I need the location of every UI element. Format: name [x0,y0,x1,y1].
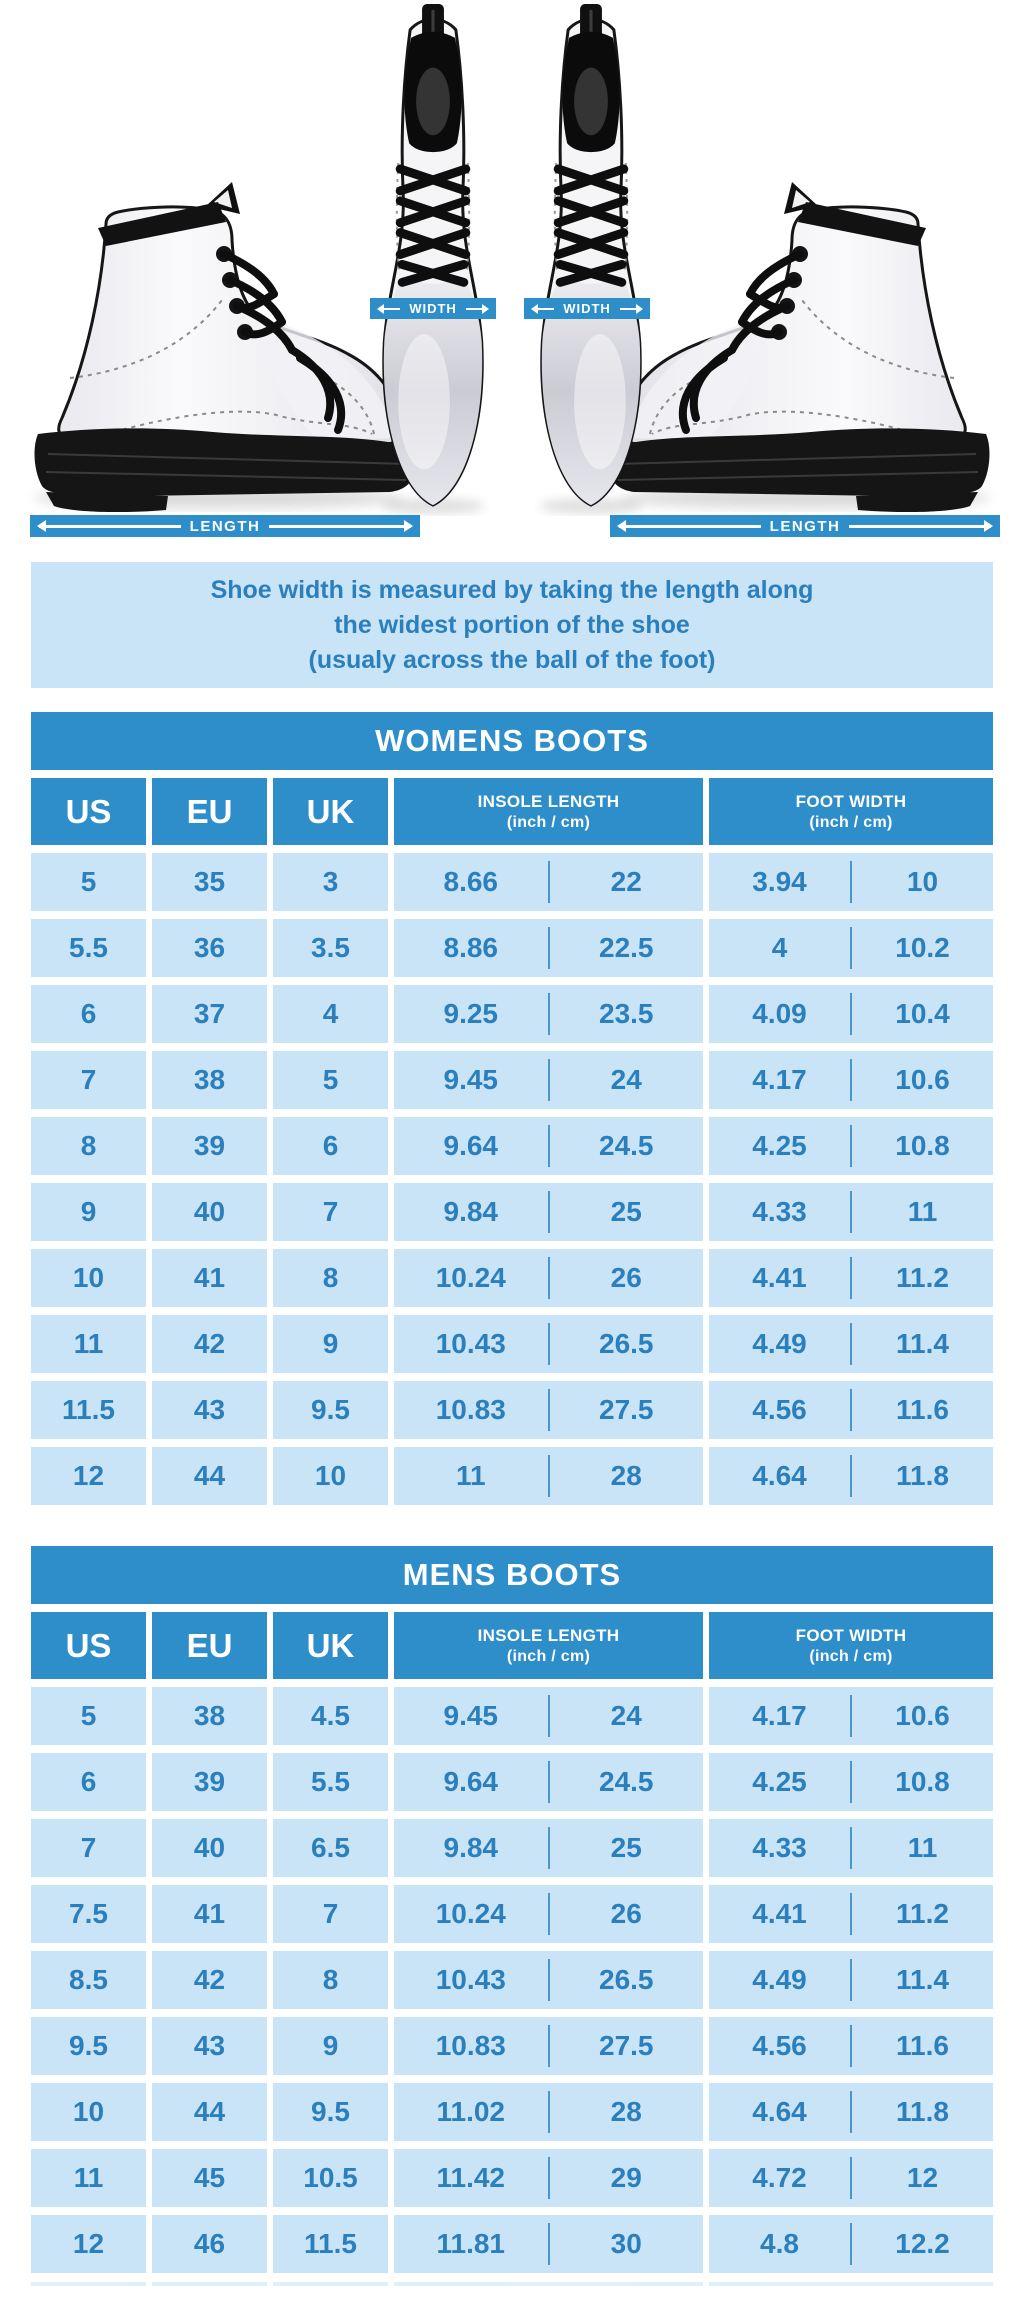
value-inch: 4.64 [752,2096,807,2127]
value-inch: 4.17 [752,1700,807,1731]
size-cell-footwidth [709,1381,993,1439]
size-cell-eu: 37 [152,985,267,1043]
value-cm: 11.8 [896,1460,949,1491]
value-cm: 25 [610,1832,642,1863]
value-inch: 9.25 [443,998,498,1029]
size-cell-uk: 9.5 [273,1381,388,1439]
size-cell-us: 8 [31,1117,146,1175]
cropped-row-edge [31,2282,993,2286]
size-cell-us: 7.5 [31,1885,146,1943]
header-line: INSOLE LENGTH [477,791,620,811]
value-cm: 10 [906,866,939,897]
size-cell-insole [394,1249,703,1307]
arrow-right-icon [269,525,411,528]
value-cm: 10.6 [895,1064,950,1095]
value-cm: 11.8 [896,2096,949,2127]
size-cell-us: 11 [31,2149,146,2207]
side-boot-right-illustration [606,182,1006,512]
table-row [31,1447,993,1505]
value-inch: 4.49 [752,1328,807,1359]
column-header-eu: EU [152,778,267,845]
value-inch: 4.33 [752,1196,807,1227]
length-ribbon-left [30,515,420,537]
size-cell-us: 10 [31,1249,146,1307]
size-cell-insole [394,919,703,977]
width-label: WIDTH [409,301,457,316]
column-header-us: US [31,778,146,845]
size-cell-insole [394,1885,703,1943]
value-inch: 11.02 [436,2096,506,2127]
value-cm: 24.5 [599,1130,654,1161]
arrow-left-icon [39,525,181,528]
header-line: INSOLE LENGTH [477,1625,620,1645]
size-cell-uk: 5.5 [273,1753,388,1811]
value-inch: 4.56 [752,2030,807,2061]
value-cm: 22 [610,866,642,897]
value-cm: 10.4 [895,998,950,1029]
table-row [31,2215,993,2273]
size-cell-insole [394,1447,703,1505]
size-cell-us: 8.5 [31,1951,146,2009]
size-cell-insole [394,1051,703,1109]
size-cell-footwidth [709,1885,993,1943]
size-cell-eu: 44 [152,1447,267,1505]
column-header-insole-length [394,778,703,845]
size-cell-footwidth [709,1249,993,1307]
size-cell-insole [394,2149,703,2207]
value-inch: 9.45 [443,1064,498,1095]
column-header-eu: EU [152,1612,267,1679]
size-cell-eu: 43 [152,1381,267,1439]
size-cell-uk: 4 [273,985,388,1043]
top-view-boot-left-illustration [368,4,498,516]
size-cell-us: 9.5 [31,2017,146,2075]
table-header-row [31,1612,993,1679]
size-cell-eu: 45 [152,2149,267,2207]
value-inch: 3.94 [752,866,807,897]
value-inch: 10.83 [435,1394,506,1425]
size-cell-eu: 39 [152,1753,267,1811]
size-cell-uk: 7 [273,1885,388,1943]
size-cell-uk: 6 [273,1117,388,1175]
value-inch: 8.86 [443,932,498,963]
value-cm: 11.4 [896,1328,949,1359]
arrow-left-icon [533,308,554,310]
size-cell-footwidth [709,2149,993,2207]
size-cell-insole [394,1381,703,1439]
size-cell-uk: 9.5 [273,2083,388,2141]
size-cell-eu: 38 [152,1687,267,1745]
value-cm: 28 [610,1460,642,1491]
table-row [31,853,993,911]
value-cm: 26.5 [599,1964,654,1995]
table-row [31,1183,993,1241]
value-cm: 27.5 [599,2030,654,2061]
size-cell-us: 11 [31,1315,146,1373]
value-cm: 10.8 [895,1766,950,1797]
value-inch: 4.8 [760,2228,799,2259]
column-header-us: US [31,1612,146,1679]
header-units: (inch / cm) [809,1647,893,1665]
value-inch: 10.43 [435,1964,506,1995]
value-cm: 24 [610,1700,642,1731]
value-cm: 11.6 [896,2030,949,2061]
value-cm: 12.2 [895,2228,950,2259]
size-cell-footwidth [709,1051,993,1109]
value-cm: 29 [610,2162,642,2193]
table-row [31,919,993,977]
size-cell-us: 10 [31,2083,146,2141]
size-cell-insole [394,1687,703,1745]
arrow-left-icon [379,308,400,310]
side-boot-left-illustration [18,182,418,512]
size-cell-us: 9 [31,1183,146,1241]
size-cell-eu: 43 [152,2017,267,2075]
value-inch: 4.64 [752,1460,807,1491]
table-header-row [31,778,993,845]
value-cm: 23.5 [599,998,654,1029]
size-cell-eu: 42 [152,1951,267,2009]
value-inch: 10.24 [435,1898,506,1929]
size-cell-uk: 5 [273,1051,388,1109]
value-cm: 25 [610,1196,642,1227]
table-row [31,2149,993,2207]
size-cell-footwidth [709,1753,993,1811]
size-cell-footwidth [709,1183,993,1241]
size-cell-us: 7 [31,1819,146,1877]
width-ribbon-left [370,298,496,319]
table-body [31,853,993,1505]
size-cell-us: 12 [31,1447,146,1505]
mens-boots-table [31,1546,993,2273]
value-inch: 4.56 [752,1394,807,1425]
header-units: (inch / cm) [809,813,893,831]
length-label: LENGTH [189,517,261,535]
table-row [31,1117,993,1175]
size-cell-footwidth [709,2215,993,2273]
table-row [31,1819,993,1877]
size-cell-insole [394,1183,703,1241]
size-cell-insole [394,2215,703,2273]
table-row [31,1051,993,1109]
value-cm: 30 [610,2228,642,2259]
size-cell-us: 6 [31,985,146,1043]
value-inch: 4.33 [752,1832,807,1863]
note-line-2: the widest portion of the shoe [334,610,690,639]
column-header-foot-width [709,1612,993,1679]
size-cell-eu: 38 [152,1051,267,1109]
value-cm: 11.4 [896,1964,949,1995]
value-inch: 10.83 [435,2030,506,2061]
value-inch: 11 [455,1460,486,1491]
size-cell-uk: 6.5 [273,1819,388,1877]
value-cm: 26 [610,1898,642,1929]
value-cm: 26.5 [599,1328,654,1359]
value-cm: 10.8 [895,1130,950,1161]
header-units: (inch / cm) [506,1647,591,1665]
womens-boots-table [31,712,993,1505]
size-cell-us: 5.5 [31,919,146,977]
value-inch: 4.49 [752,1964,807,1995]
size-cell-footwidth [709,985,993,1043]
boots-hero [0,0,1024,560]
table-row [31,1687,993,1745]
size-cell-insole [394,1753,703,1811]
size-cell-footwidth [709,1447,993,1505]
value-inch: 9.64 [443,1766,498,1797]
width-measurement-note [31,562,993,688]
table-row [31,2083,993,2141]
table-title: WOMENS BOOTS [31,712,993,770]
size-cell-eu: 46 [152,2215,267,2273]
size-cell-insole [394,2017,703,2075]
size-cell-uk: 8 [273,1951,388,2009]
size-cell-eu: 35 [152,853,267,911]
table-row [31,1753,993,1811]
size-cell-us: 5 [31,853,146,911]
size-cell-footwidth [709,1117,993,1175]
value-inch: 11.42 [436,2162,506,2193]
table-row [31,1249,993,1307]
value-inch: 9.84 [443,1196,498,1227]
value-cm: 11 [907,1832,938,1863]
value-inch: 8.66 [443,866,498,897]
size-cell-uk: 4.5 [273,1687,388,1745]
value-inch: 4.25 [752,1130,807,1161]
size-cell-footwidth [709,1315,993,1373]
value-cm: 10.6 [895,1700,950,1731]
value-inch: 4.17 [752,1064,807,1095]
value-cm: 26 [610,1262,642,1293]
size-cell-insole [394,853,703,911]
value-inch: 4 [771,932,788,963]
size-cell-us: 6 [31,1753,146,1811]
size-cell-uk: 7 [273,1183,388,1241]
value-cm: 24 [610,1064,642,1095]
size-cell-uk: 3 [273,853,388,911]
value-cm: 12 [906,2162,939,2193]
table-row [31,1951,993,2009]
size-cell-uk: 10 [273,1447,388,1505]
table-row [31,985,993,1043]
value-inch: 9.84 [443,1832,498,1863]
size-cell-eu: 44 [152,2083,267,2141]
width-label: WIDTH [563,301,611,316]
size-cell-uk: 10.5 [273,2149,388,2207]
width-ribbon-right [524,298,650,319]
top-view-boot-right-illustration [526,4,656,516]
value-inch: 4.09 [752,998,807,1029]
table-row [31,1885,993,1943]
column-header-foot-width [709,778,993,845]
arrow-right-icon [466,308,487,310]
value-cm: 11 [907,1196,938,1227]
value-cm: 28 [610,2096,642,2127]
value-inch: 10.43 [435,1328,506,1359]
size-cell-us: 7 [31,1051,146,1109]
size-cell-eu: 41 [152,1249,267,1307]
table-body [31,1687,993,2273]
value-cm: 11.2 [896,1898,949,1929]
value-inch: 11.81 [436,2228,506,2259]
size-cell-eu: 42 [152,1315,267,1373]
size-cell-eu: 40 [152,1183,267,1241]
size-cell-eu: 41 [152,1885,267,1943]
size-cell-footwidth [709,853,993,911]
value-cm: 27.5 [599,1394,654,1425]
value-inch: 4.72 [752,2162,807,2193]
size-cell-uk: 8 [273,1249,388,1307]
value-cm: 10.2 [895,932,950,963]
header-line: FOOT WIDTH [795,1625,907,1645]
size-cell-eu: 36 [152,919,267,977]
size-cell-insole [394,2083,703,2141]
size-cell-insole [394,1951,703,2009]
size-cell-uk: 3.5 [273,919,388,977]
value-inch: 4.41 [752,1262,807,1293]
table-row [31,2017,993,2075]
size-cell-insole [394,1315,703,1373]
value-cm: 24.5 [599,1766,654,1797]
length-label: LENGTH [769,517,841,535]
value-cm: 11.2 [896,1262,949,1293]
size-cell-footwidth [709,1819,993,1877]
size-cell-insole [394,1819,703,1877]
size-cell-uk: 11.5 [273,2215,388,2273]
value-inch: 9.45 [443,1700,498,1731]
note-line-1: Shoe width is measured by taking the length along [210,575,814,604]
size-cell-us: 5 [31,1687,146,1745]
size-cell-insole [394,1117,703,1175]
size-cell-insole [394,985,703,1043]
size-cell-uk: 9 [273,2017,388,2075]
value-cm: 11.6 [896,1394,949,1425]
size-cell-uk: 9 [273,1315,388,1373]
arrow-right-icon [849,525,991,528]
size-cell-eu: 40 [152,1819,267,1877]
note-line-3: (usualy across the ball of the foot) [308,645,716,674]
length-ribbon-right [610,515,1000,537]
header-line: FOOT WIDTH [795,791,907,811]
size-cell-footwidth [709,919,993,977]
table-row [31,1315,993,1373]
value-cm: 22.5 [599,932,654,963]
size-cell-us: 11.5 [31,1381,146,1439]
column-header-uk: UK [273,778,388,845]
size-cell-us: 12 [31,2215,146,2273]
column-header-uk: UK [273,1612,388,1679]
arrow-right-icon [620,308,641,310]
value-inch: 10.24 [435,1262,506,1293]
size-cell-footwidth [709,1951,993,2009]
arrow-left-icon [619,525,761,528]
value-inch: 4.41 [752,1898,807,1929]
size-cell-footwidth [709,2083,993,2141]
size-cell-eu: 39 [152,1117,267,1175]
column-header-insole-length [394,1612,703,1679]
size-cell-footwidth [709,1687,993,1745]
value-inch: 4.25 [752,1766,807,1797]
table-row [31,1381,993,1439]
header-units: (inch / cm) [506,813,591,831]
value-inch: 9.64 [443,1130,498,1161]
table-title: MENS BOOTS [31,1546,993,1604]
size-cell-footwidth [709,2017,993,2075]
